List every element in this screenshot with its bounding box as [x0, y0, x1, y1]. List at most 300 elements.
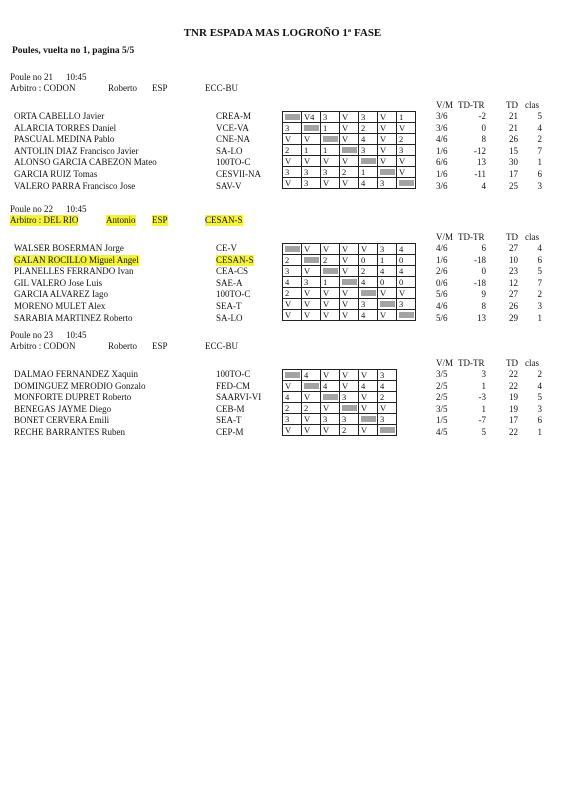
fencer-name: GARCIA ALVAREZ Iago: [14, 289, 109, 300]
fencer-vm: 0/6: [436, 277, 448, 288]
bout-result-cell: 1: [321, 277, 340, 288]
fencer-club: CEB-M: [216, 403, 245, 414]
fencer-name: RECHE BARRANTES Ruben: [14, 427, 126, 437]
bout-result-cell: 4: [397, 244, 416, 255]
bout-result-cell: V: [302, 392, 321, 403]
self-bout-marker: [304, 125, 319, 131]
referee-label: Arbitro : CODON: [10, 83, 76, 93]
self-bout-marker: [361, 416, 376, 422]
bout-result-cell: 4: [397, 266, 416, 277]
fencer-vm: 2/6: [436, 266, 448, 277]
referee-first-name: Roberto: [108, 83, 137, 93]
bout-result-cell: V: [321, 370, 340, 381]
self-bout-marker: [380, 169, 395, 175]
bout-result-cell: 4: [359, 277, 378, 288]
fencer-vm: 1/5: [436, 415, 448, 426]
fencer-clas: 6: [537, 415, 542, 426]
fencer-vm: 1/6: [436, 145, 448, 156]
bout-result-cell: 3: [302, 167, 321, 178]
self-bout-marker: [285, 246, 300, 252]
self-bout-cell: [302, 381, 321, 392]
fencer-vm: 2/5: [436, 380, 448, 391]
fencer-td: 22: [509, 427, 518, 437]
poule-time: 10:45: [66, 204, 87, 214]
bout-result-cell: 4: [283, 392, 302, 403]
fencer-clas: 4: [537, 243, 542, 253]
fencer-club: SAARVI-VI: [216, 392, 262, 403]
self-bout-marker: [399, 312, 414, 318]
bout-result-cell: 4: [359, 381, 378, 392]
fencer-club: SEA-T: [216, 301, 242, 311]
fencer-tdtr: 4: [481, 180, 486, 191]
fencer-tdtr: -12: [474, 145, 486, 156]
stats-header: TD-TR: [458, 100, 485, 110]
bout-result-cell: V: [321, 178, 340, 189]
bout-result-cell: V: [302, 134, 321, 145]
bout-result-cell: 2: [340, 425, 359, 436]
fencer-clas: 3: [537, 403, 542, 414]
stats-header: V/M: [436, 100, 454, 110]
fencer-name: GIL VALERO Jose Luis: [14, 277, 103, 288]
bout-result-cell: 3: [397, 299, 416, 310]
bout-result-cell: V: [283, 310, 302, 321]
poule-name: Poule no 22: [10, 204, 54, 214]
poule-name: Poule no 21: [10, 72, 54, 82]
bout-result-cell: V: [378, 112, 397, 123]
self-bout-cell: [340, 277, 359, 288]
fencer-tdtr: 8: [481, 134, 486, 145]
bout-result-cell: V: [378, 134, 397, 145]
bout-result-cell: 1: [359, 167, 378, 178]
self-bout-marker: [323, 394, 338, 400]
fencer-clas: 5: [537, 392, 542, 403]
self-bout-cell: [283, 112, 302, 123]
bout-result-cell: V: [321, 288, 340, 299]
self-bout-cell: [321, 266, 340, 277]
fencer-club: CREA-M: [216, 111, 252, 121]
fencer-name: WALSER BOSERMAN Jorge: [14, 243, 124, 253]
fencer-name: MORENO MULET Alex: [14, 301, 106, 311]
fencer-vm: 5/6: [436, 289, 448, 300]
bout-result-cell: 4: [359, 310, 378, 321]
bout-result-cell: 3: [321, 414, 340, 425]
bout-result-cell: V: [283, 425, 302, 436]
bout-result-cell: 3: [359, 112, 378, 123]
self-bout-cell: [378, 167, 397, 178]
bout-result-cell: 3: [321, 112, 340, 123]
bout-result-cell: 3: [397, 145, 416, 156]
self-bout-cell: [340, 403, 359, 414]
self-bout-cell: [283, 370, 302, 381]
fencer-tdtr: -7: [478, 415, 486, 426]
fencer-clas: 2: [537, 134, 542, 145]
bout-result-cell: V: [359, 244, 378, 255]
stats-header: V/M: [436, 232, 454, 242]
fencer-clas: 6: [537, 254, 542, 265]
bout-result-cell: V: [397, 156, 416, 167]
self-bout-marker: [361, 290, 376, 296]
fencer-name: ALARCIA TORRES Daniel: [14, 122, 117, 133]
bout-result-cell: V: [340, 156, 359, 167]
stats-header: V/M: [436, 358, 454, 368]
bout-result-cell: V: [378, 123, 397, 134]
fencer-vm: 4/6: [436, 243, 448, 253]
stats-header: clas: [525, 100, 539, 110]
bout-result-cell: 3: [359, 145, 378, 156]
bout-result-cell: V: [340, 255, 359, 266]
fencer-vm: 3/6: [436, 180, 448, 191]
bout-result-cell: V: [302, 244, 321, 255]
fencer-club: SA-LO: [216, 145, 243, 156]
fencer-name: BENEGAS JAYME Diego: [14, 403, 112, 414]
bout-result-cell: 2: [283, 255, 302, 266]
bout-result-cell: V4: [302, 112, 321, 123]
fencer-td: 17: [509, 415, 518, 426]
page-subtitle: Poules, vuelta no 1, pagina 5/5: [12, 46, 135, 56]
fencer-club: SEA-T: [216, 415, 242, 426]
bout-result-cell: 1: [378, 255, 397, 266]
fencer-tdtr: 9: [481, 289, 486, 300]
stats-header: TD: [506, 100, 518, 110]
fencer-vm: 4/6: [436, 301, 448, 311]
bout-result-cell: 3: [302, 178, 321, 189]
self-bout-cell: [359, 156, 378, 167]
fencer-vm: 4/6: [436, 134, 448, 145]
bout-result-cell: 2: [321, 255, 340, 266]
fencer-td: 26: [509, 301, 518, 311]
referee-country: ESP: [152, 83, 168, 93]
fencer-club: CEA-CS: [216, 266, 249, 277]
stats-header: TD-TR: [458, 358, 485, 368]
self-bout-cell: [378, 299, 397, 310]
self-bout-marker: [342, 405, 357, 411]
fencer-name: PASCUAL MEDINA Pablo: [14, 134, 115, 145]
bout-result-cell: V: [340, 178, 359, 189]
referee-country: ESP: [152, 215, 168, 225]
bout-result-cell: V: [302, 425, 321, 436]
bout-result-cell: 2: [340, 167, 359, 178]
fencer-td: 25: [509, 180, 518, 191]
bout-result-cell: 2: [359, 266, 378, 277]
bout-result-cell: 3: [378, 178, 397, 189]
fencer-club: CESVII-NA: [216, 169, 261, 179]
fencer-td: 30: [509, 157, 518, 168]
fencer-clas: 5: [537, 111, 542, 121]
bout-result-cell: V: [340, 266, 359, 277]
fencer-vm: 3/6: [436, 111, 448, 121]
fencer-vm: 3/6: [436, 122, 448, 133]
bout-result-cell: V: [302, 288, 321, 299]
bout-result-cell: V: [397, 167, 416, 178]
bout-result-cell: V: [302, 266, 321, 277]
fencer-club: 100TO-C: [216, 157, 251, 168]
poule-name: Poule no 23: [10, 330, 54, 340]
bout-result-cell: 4: [302, 370, 321, 381]
referee-first-name: Antonio: [106, 215, 136, 225]
bout-result-cell: V: [321, 299, 340, 310]
fencer-clas: 2: [537, 289, 542, 300]
bout-result-cell: 0: [378, 277, 397, 288]
fencer-clas: 3: [537, 180, 542, 191]
referee-country: ESP: [152, 341, 168, 351]
bout-result-cell: 4: [378, 266, 397, 277]
fencer-tdtr: 0: [481, 122, 486, 133]
fencer-tdtr: 6: [481, 243, 486, 253]
self-bout-cell: [340, 145, 359, 156]
fencer-clas: 1: [537, 312, 542, 323]
bout-result-cell: 3: [378, 370, 397, 381]
self-bout-marker: [285, 372, 300, 378]
bout-result-cell: 4: [378, 381, 397, 392]
fencer-club: CESAN-S: [216, 254, 254, 265]
bout-result-cell: 3: [302, 277, 321, 288]
fencer-tdtr: 8: [481, 301, 486, 311]
bout-result-cell: 2: [283, 403, 302, 414]
fencer-clas: 7: [537, 145, 542, 156]
fencer-name: SARABIA MARTINEZ Roberto: [14, 312, 133, 323]
self-bout-cell: [321, 134, 340, 145]
referee-club: ECC-BU: [205, 341, 239, 351]
fencer-tdtr: -3: [478, 392, 486, 403]
fencer-clas: 1: [537, 427, 542, 437]
fencer-td: 26: [509, 134, 518, 145]
bout-result-cell: 2: [378, 392, 397, 403]
bout-result-cell: V: [321, 425, 340, 436]
bout-result-cell: V: [359, 370, 378, 381]
bout-result-cell: V: [378, 310, 397, 321]
stats-header: TD-TR: [458, 232, 485, 242]
bout-result-cell: 4: [359, 178, 378, 189]
bout-results-grid: [282, 369, 397, 436]
bout-result-cell: 2: [283, 145, 302, 156]
bout-result-cell: V: [340, 310, 359, 321]
fencer-td: 17: [509, 169, 518, 179]
poule-time: 10:45: [66, 72, 87, 82]
bout-result-cell: V: [378, 403, 397, 414]
bout-result-cell: 3: [378, 244, 397, 255]
fencer-club: 100TO-C: [216, 369, 251, 379]
bout-result-cell: V: [378, 145, 397, 156]
fencer-tdtr: -2: [478, 111, 486, 121]
bout-result-cell: V: [283, 178, 302, 189]
bout-result-cell: 4: [321, 381, 340, 392]
self-bout-marker: [304, 383, 319, 389]
fencer-vm: 6/6: [436, 157, 448, 168]
bout-result-cell: 0: [397, 255, 416, 266]
bout-result-cell: 3: [378, 414, 397, 425]
bout-result-cell: V: [283, 299, 302, 310]
self-bout-marker: [342, 147, 357, 153]
fencer-club: SA-LO: [216, 312, 243, 323]
self-bout-cell: [283, 244, 302, 255]
fencer-clas: 7: [537, 277, 542, 288]
fencer-clas: 2: [537, 369, 542, 379]
fencer-tdtr: -18: [474, 254, 486, 265]
bout-result-cell: V: [359, 425, 378, 436]
fencer-tdtr: 13: [477, 157, 486, 168]
bout-result-cell: 3: [359, 299, 378, 310]
self-bout-cell: [378, 425, 397, 436]
bout-result-cell: V: [302, 156, 321, 167]
self-bout-marker: [285, 114, 300, 120]
fencer-club: FED-CM: [216, 380, 251, 391]
stats-header: clas: [525, 232, 539, 242]
bout-result-cell: V: [340, 288, 359, 299]
self-bout-marker: [323, 268, 338, 274]
self-bout-marker: [323, 136, 338, 142]
bout-result-cell: 1: [321, 123, 340, 134]
referee-label: Arbitro : DEL RIO: [10, 215, 79, 225]
bout-result-cell: 3: [283, 266, 302, 277]
bout-result-cell: 3: [340, 414, 359, 425]
referee-club: CESAN-S: [205, 215, 243, 225]
bout-result-cell: 1: [397, 112, 416, 123]
self-bout-marker: [380, 427, 395, 433]
poule-time: 10:45: [66, 330, 87, 340]
bout-result-cell: V: [283, 381, 302, 392]
fencer-name: BONET CERVERA Emili: [14, 415, 110, 426]
fencer-clas: 5: [537, 266, 542, 277]
fencer-name: ORTA CABELLO Javier: [14, 111, 105, 121]
fencer-td: 19: [509, 403, 518, 414]
bout-result-cell: V: [340, 370, 359, 381]
fencer-tdtr: 0: [481, 266, 486, 277]
bout-result-cell: V: [359, 403, 378, 414]
fencer-name: ALONSO GARCIA CABEZON Mateo: [14, 157, 157, 168]
self-bout-marker: [342, 279, 357, 285]
fencer-club: CEP-M: [216, 427, 244, 437]
bout-result-cell: V: [340, 123, 359, 134]
self-bout-marker: [304, 257, 319, 263]
fencer-vm: 4/5: [436, 427, 448, 437]
bout-result-cell: 4: [359, 134, 378, 145]
self-bout-marker: [399, 180, 414, 186]
fencer-tdtr: -11: [474, 169, 486, 179]
fencer-name: DALMAO FERNANDEZ Xaquin: [14, 369, 138, 379]
fencer-clas: 3: [537, 301, 542, 311]
self-bout-cell: [302, 255, 321, 266]
fencer-clas: 4: [537, 380, 542, 391]
fencer-clas: 1: [537, 157, 542, 168]
self-bout-cell: [397, 178, 416, 189]
bout-result-cell: V: [340, 134, 359, 145]
self-bout-cell: [321, 392, 340, 403]
fencer-club: SAV-V: [216, 180, 242, 191]
fencer-tdtr: 5: [481, 427, 486, 437]
fencer-td: 10: [509, 254, 518, 265]
fencer-td: 15: [509, 145, 518, 156]
bout-result-cell: 3: [321, 167, 340, 178]
bout-results-grid: [282, 243, 416, 321]
fencer-td: 21: [509, 111, 518, 121]
fencer-td: 22: [509, 369, 518, 379]
fencer-td: 27: [509, 243, 518, 253]
bout-result-cell: V: [340, 299, 359, 310]
fencer-name: DOMINGUEZ MERODIO Gonzalo: [14, 380, 146, 391]
fencer-name: GALAN ROCILLO Miguel Angel: [14, 254, 139, 265]
bout-result-cell: V: [359, 392, 378, 403]
bout-result-cell: 2: [302, 403, 321, 414]
bout-result-cell: 3: [283, 414, 302, 425]
referee-first-name: Roberto: [108, 341, 137, 351]
bout-result-cell: V: [321, 244, 340, 255]
bout-result-cell: 1: [321, 145, 340, 156]
bout-result-cell: 0: [397, 277, 416, 288]
bout-result-cell: 0: [359, 255, 378, 266]
fencer-vm: 1/6: [436, 169, 448, 179]
fencer-name: MONFORTE DUPRET Roberto: [14, 392, 132, 403]
bout-result-cell: 3: [283, 123, 302, 134]
bout-result-cell: 3: [283, 167, 302, 178]
self-bout-marker: [361, 158, 376, 164]
fencer-club: SAE-A: [216, 277, 243, 288]
bout-results-grid: [282, 111, 416, 189]
bout-result-cell: 3: [340, 392, 359, 403]
fencer-td: 21: [509, 122, 518, 133]
fencer-name: VALERO PARRA Francisco Jose: [14, 180, 136, 191]
fencer-club: CNE-NA: [216, 134, 250, 145]
fencer-vm: 3/5: [436, 403, 448, 414]
bout-result-cell: V: [283, 156, 302, 167]
fencer-td: 29: [509, 312, 518, 323]
fencer-td: 22: [509, 380, 518, 391]
fencer-tdtr: 3: [481, 369, 486, 379]
bout-result-cell: 2: [283, 288, 302, 299]
fencer-vm: 1/6: [436, 254, 448, 265]
fencer-tdtr: 13: [477, 312, 486, 323]
fencer-td: 27: [509, 289, 518, 300]
page-title: TNR ESPADA MAS LOGROÑO 1ª FASE: [183, 27, 382, 39]
fencer-clas: 4: [537, 122, 542, 133]
bout-result-cell: V: [321, 310, 340, 321]
bout-result-cell: V: [302, 310, 321, 321]
fencer-td: 19: [509, 392, 518, 403]
self-bout-cell: [359, 414, 378, 425]
stats-header: TD: [506, 232, 518, 242]
fencer-tdtr: 1: [481, 403, 486, 414]
stats-header: TD: [506, 358, 518, 368]
bout-result-cell: V: [283, 134, 302, 145]
bout-result-cell: V: [378, 288, 397, 299]
bout-result-cell: 4: [283, 277, 302, 288]
self-bout-cell: [302, 123, 321, 134]
referee-club: ECC-BU: [205, 83, 239, 93]
fencer-club: VCE-VA: [216, 122, 249, 133]
bout-result-cell: V: [302, 414, 321, 425]
fencer-clas: 6: [537, 169, 542, 179]
fencer-name: PLANELLES FERRANDO Ivan: [14, 266, 134, 277]
fencer-name: GARCIA RUIZ Tomas: [14, 169, 98, 179]
bout-result-cell: V: [321, 403, 340, 414]
bout-result-cell: V: [340, 244, 359, 255]
fencer-vm: 5/6: [436, 312, 448, 323]
bout-result-cell: 1: [302, 145, 321, 156]
fencer-club: CE-V: [216, 243, 237, 253]
fencer-tdtr: -18: [474, 277, 486, 288]
bout-result-cell: 2: [359, 123, 378, 134]
bout-result-cell: V: [397, 288, 416, 299]
bout-result-cell: V: [321, 156, 340, 167]
bout-result-cell: 2: [397, 134, 416, 145]
fencer-td: 12: [509, 277, 518, 288]
self-bout-cell: [359, 288, 378, 299]
referee-label: Arbitro : CODON: [10, 341, 76, 351]
fencer-tdtr: 1: [481, 380, 486, 391]
bout-result-cell: V: [340, 112, 359, 123]
self-bout-cell: [397, 310, 416, 321]
bout-result-cell: V: [340, 381, 359, 392]
fencer-vm: 3/5: [436, 369, 448, 379]
